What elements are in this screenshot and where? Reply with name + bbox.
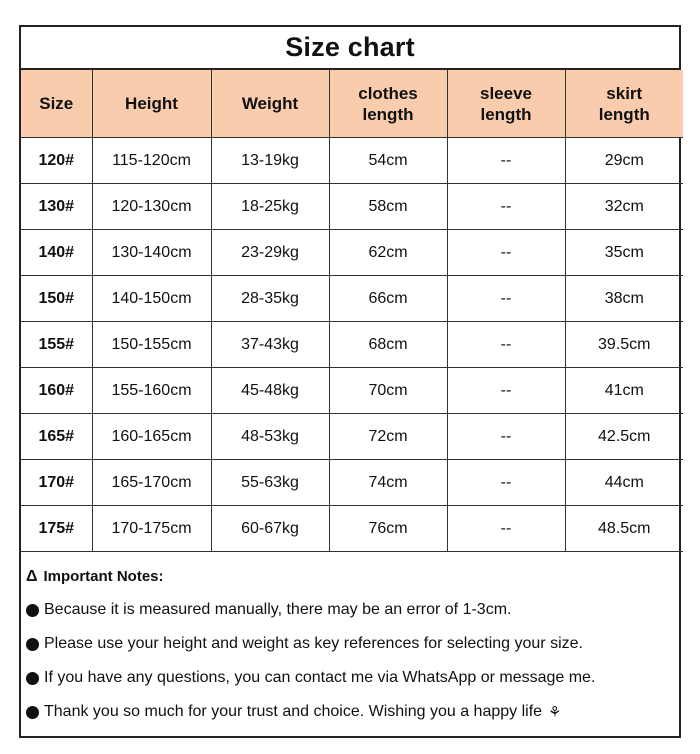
page-title: Size chart bbox=[21, 27, 679, 70]
table-body bbox=[21, 138, 683, 552]
cell-clothes-length: 68cm bbox=[329, 322, 447, 368]
cell-clothes-length: 54cm bbox=[329, 138, 447, 184]
note-item bbox=[26, 633, 679, 655]
size-chart-frame bbox=[19, 25, 681, 738]
note-text: Please use your height and weight as key references for selecting your size. bbox=[44, 635, 583, 652]
cell-sleeve-length: -- bbox=[447, 506, 565, 552]
cell-height: 155-160cm bbox=[92, 368, 211, 414]
important-notes bbox=[21, 552, 679, 723]
cell-weight: 37-43kg bbox=[211, 322, 329, 368]
cell-skirt-length: 38cm bbox=[565, 276, 683, 322]
cell-skirt-length: 48.5cm bbox=[565, 506, 683, 552]
table-row bbox=[21, 460, 683, 506]
cell-skirt-length: 39.5cm bbox=[565, 322, 683, 368]
cell-size: 160# bbox=[21, 368, 92, 414]
header-clothes-length: clothes length bbox=[329, 70, 447, 138]
bullet-icon bbox=[26, 638, 39, 651]
cell-height: 130-140cm bbox=[92, 230, 211, 276]
cell-sleeve-length: -- bbox=[447, 230, 565, 276]
cell-clothes-length: 74cm bbox=[329, 460, 447, 506]
cell-height: 150-155cm bbox=[92, 322, 211, 368]
cell-skirt-length: 41cm bbox=[565, 368, 683, 414]
cell-weight: 13-19kg bbox=[211, 138, 329, 184]
cell-skirt-length: 29cm bbox=[565, 138, 683, 184]
cell-skirt-length: 44cm bbox=[565, 460, 683, 506]
cell-size: 120# bbox=[21, 138, 92, 184]
table-row bbox=[21, 322, 683, 368]
table-row bbox=[21, 276, 683, 322]
cell-weight: 18-25kg bbox=[211, 184, 329, 230]
cell-skirt-length: 42.5cm bbox=[565, 414, 683, 460]
table-row bbox=[21, 414, 683, 460]
notes-heading bbox=[26, 566, 679, 587]
header-height: Height bbox=[92, 70, 211, 138]
cell-height: 140-150cm bbox=[92, 276, 211, 322]
cell-sleeve-length: -- bbox=[447, 368, 565, 414]
size-table bbox=[21, 70, 683, 552]
header-weight: Weight bbox=[211, 70, 329, 138]
note-item bbox=[26, 599, 679, 621]
cell-skirt-length: 32cm bbox=[565, 184, 683, 230]
cell-sleeve-length: -- bbox=[447, 184, 565, 230]
table-row bbox=[21, 368, 683, 414]
cell-weight: 28-35kg bbox=[211, 276, 329, 322]
cell-height: 165-170cm bbox=[92, 460, 211, 506]
cell-size: 155# bbox=[21, 322, 92, 368]
cell-clothes-length: 76cm bbox=[329, 506, 447, 552]
cell-size: 170# bbox=[21, 460, 92, 506]
note-item bbox=[26, 701, 679, 723]
cell-size: 165# bbox=[21, 414, 92, 460]
cell-weight: 23-29kg bbox=[211, 230, 329, 276]
cell-sleeve-length: -- bbox=[447, 322, 565, 368]
cell-skirt-length: 35cm bbox=[565, 230, 683, 276]
cell-size: 150# bbox=[21, 276, 92, 322]
delta-icon: Δ bbox=[26, 567, 38, 585]
table-row bbox=[21, 184, 683, 230]
cell-weight: 55-63kg bbox=[211, 460, 329, 506]
bullet-icon bbox=[26, 604, 39, 617]
cell-weight: 48-53kg bbox=[211, 414, 329, 460]
note-text: If you have any questions, you can contact me via WhatsApp or message me. bbox=[44, 669, 596, 686]
bullet-icon bbox=[26, 672, 39, 685]
flower-icon: ⚘ bbox=[548, 704, 562, 721]
notes-title: Important Notes: bbox=[43, 568, 164, 585]
cell-weight: 45-48kg bbox=[211, 368, 329, 414]
cell-clothes-length: 70cm bbox=[329, 368, 447, 414]
cell-clothes-length: 66cm bbox=[329, 276, 447, 322]
note-item bbox=[26, 667, 679, 689]
cell-height: 115-120cm bbox=[92, 138, 211, 184]
cell-sleeve-length: -- bbox=[447, 460, 565, 506]
cell-sleeve-length: -- bbox=[447, 138, 565, 184]
cell-clothes-length: 72cm bbox=[329, 414, 447, 460]
note-text: Because it is measured manually, there may be an error of 1-3cm. bbox=[44, 601, 512, 618]
cell-sleeve-length: -- bbox=[447, 276, 565, 322]
table-row bbox=[21, 506, 683, 552]
cell-size: 140# bbox=[21, 230, 92, 276]
cell-height: 170-175cm bbox=[92, 506, 211, 552]
cell-height: 120-130cm bbox=[92, 184, 211, 230]
cell-sleeve-length: -- bbox=[447, 414, 565, 460]
table-header-row bbox=[21, 70, 683, 138]
header-skirt-length: skirt length bbox=[565, 70, 683, 138]
header-sleeve-length: sleeve length bbox=[447, 70, 565, 138]
table-row bbox=[21, 138, 683, 184]
cell-size: 130# bbox=[21, 184, 92, 230]
bullet-icon bbox=[26, 706, 39, 719]
table-row bbox=[21, 230, 683, 276]
header-size: Size bbox=[21, 70, 92, 138]
note-text: Thank you so much for your trust and choice. Wishing you a happy life bbox=[44, 703, 543, 720]
cell-height: 160-165cm bbox=[92, 414, 211, 460]
cell-weight: 60-67kg bbox=[211, 506, 329, 552]
cell-clothes-length: 58cm bbox=[329, 184, 447, 230]
cell-clothes-length: 62cm bbox=[329, 230, 447, 276]
cell-size: 175# bbox=[21, 506, 92, 552]
